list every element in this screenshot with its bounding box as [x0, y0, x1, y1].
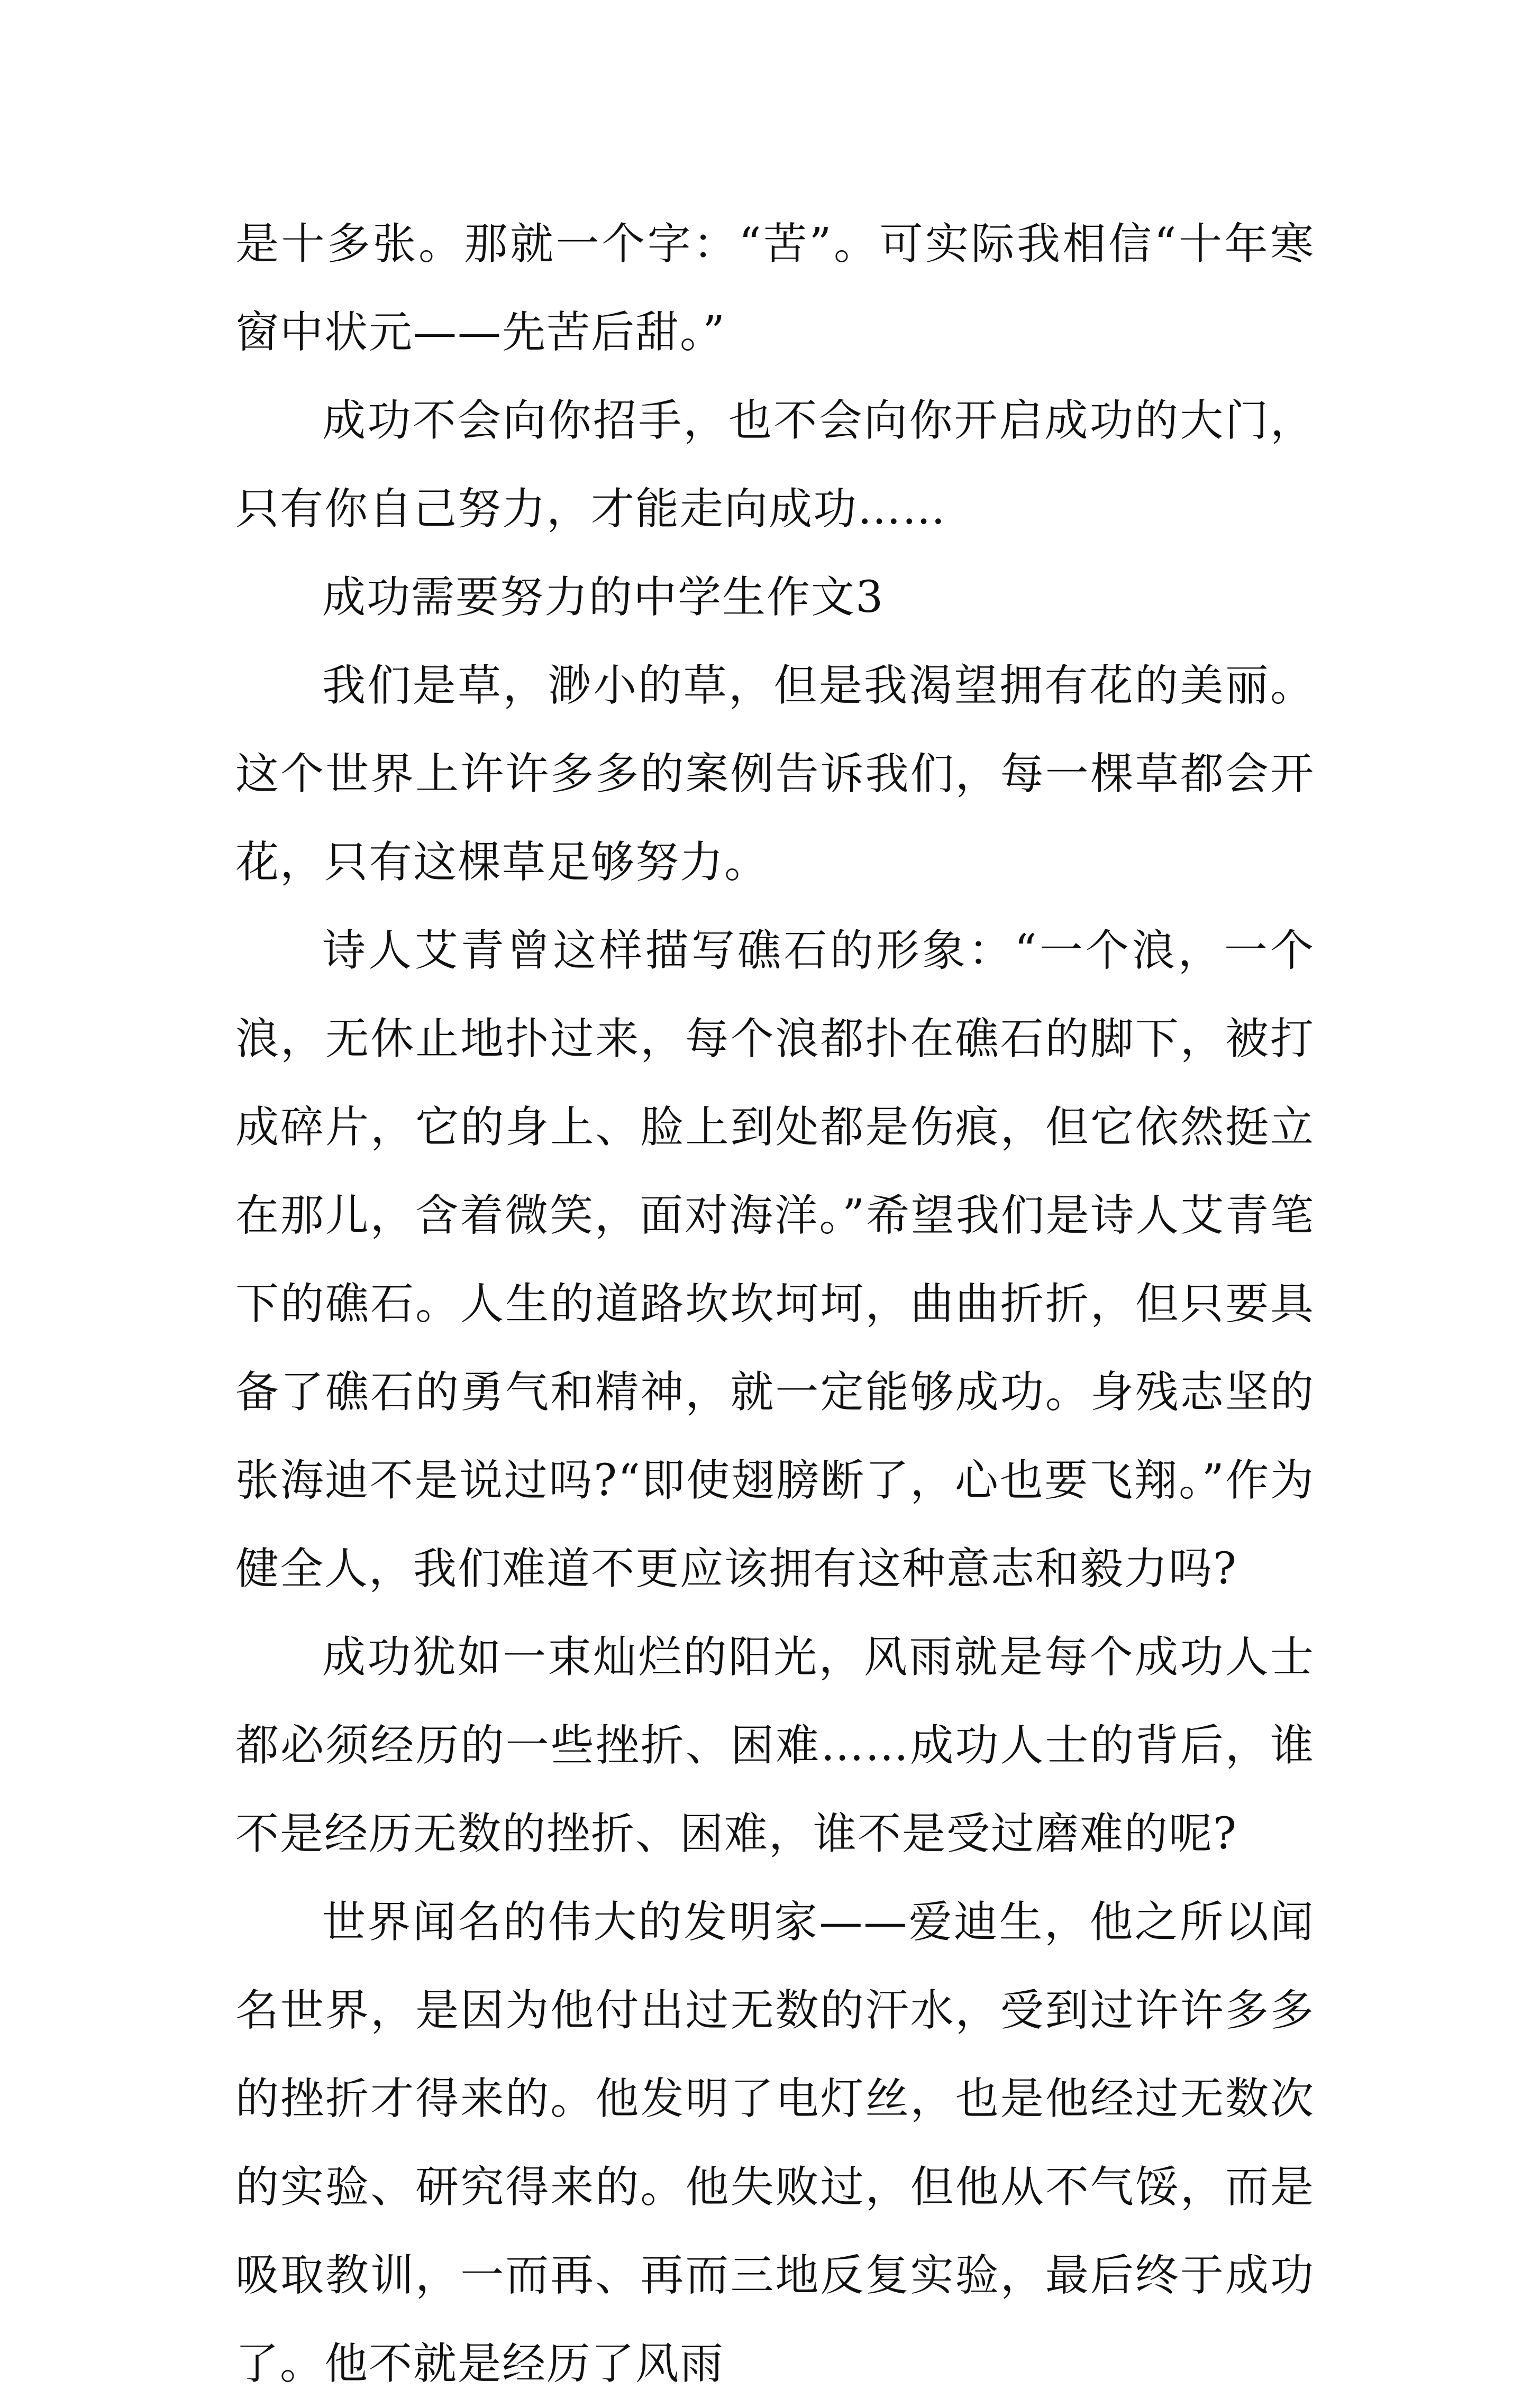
paragraph-4: 诗人艾青曾这样描写礁石的形象：“一个浪，一个浪，无休止地扑过来，每个浪都扑在礁石的脚下，被打成碎片，它的身上、脸上到处都是伤痕，但它依然挺立在那儿，含着微笑，面对海洋。”希望我们是诗人艾青笔下的礁石。人生的道路坎坎坷坷，曲曲折折，但只要具备了礁石的勇气和精神，就一定能够成功。身残志坚的张海迪不是说过吗?“即使翅膀断了，心也要飞翔。”作为健全人，我们难道不更应该拥有这种意志和毅力吗? — [235, 926, 1315, 1594]
paragraph-2: 成功不会向你招手，也不会向你开启成功的大门，只有你自己努力，才能走向成功…… — [235, 396, 1315, 534]
essay-heading: 成功需要努力的中学生作文3 — [322, 572, 885, 622]
paragraph-5: 成功犹如一束灿烂的阳光，风雨就是每个成功人士都必须经历的一些挫折、困难……成功人士的背后，谁不是经历无数的挫折、困难，谁不是受过磨难的呢? — [235, 1632, 1315, 1859]
paragraph-1: 是十多张。那就一个字：“苦”。可实际我相信“十年寒窗中状元——先苦后甜。” — [235, 219, 1315, 358]
document-body — [235, 200, 1315, 2408]
paragraph-3: 我们是草，渺小的草，但是我渴望拥有花的美丽。这个世界上许许多多的案例告诉我们，每一棵草都会开花，只有这棵草足够努力。 — [235, 661, 1315, 887]
paragraph-6: 世界闻名的伟大的发明家——爱迪生，他之所以闻名世界，是因为他付出过无数的汗水，受到过许许多多的挫折才得来的。他发明了电灯丝，也是他经过无数次的实验、研究得来的。他失败过，但他从不气馁，而是吸取教训，一而再、再而三地反复实验，最后终于成功了。他不就是经历了风雨 — [235, 1897, 1315, 2389]
